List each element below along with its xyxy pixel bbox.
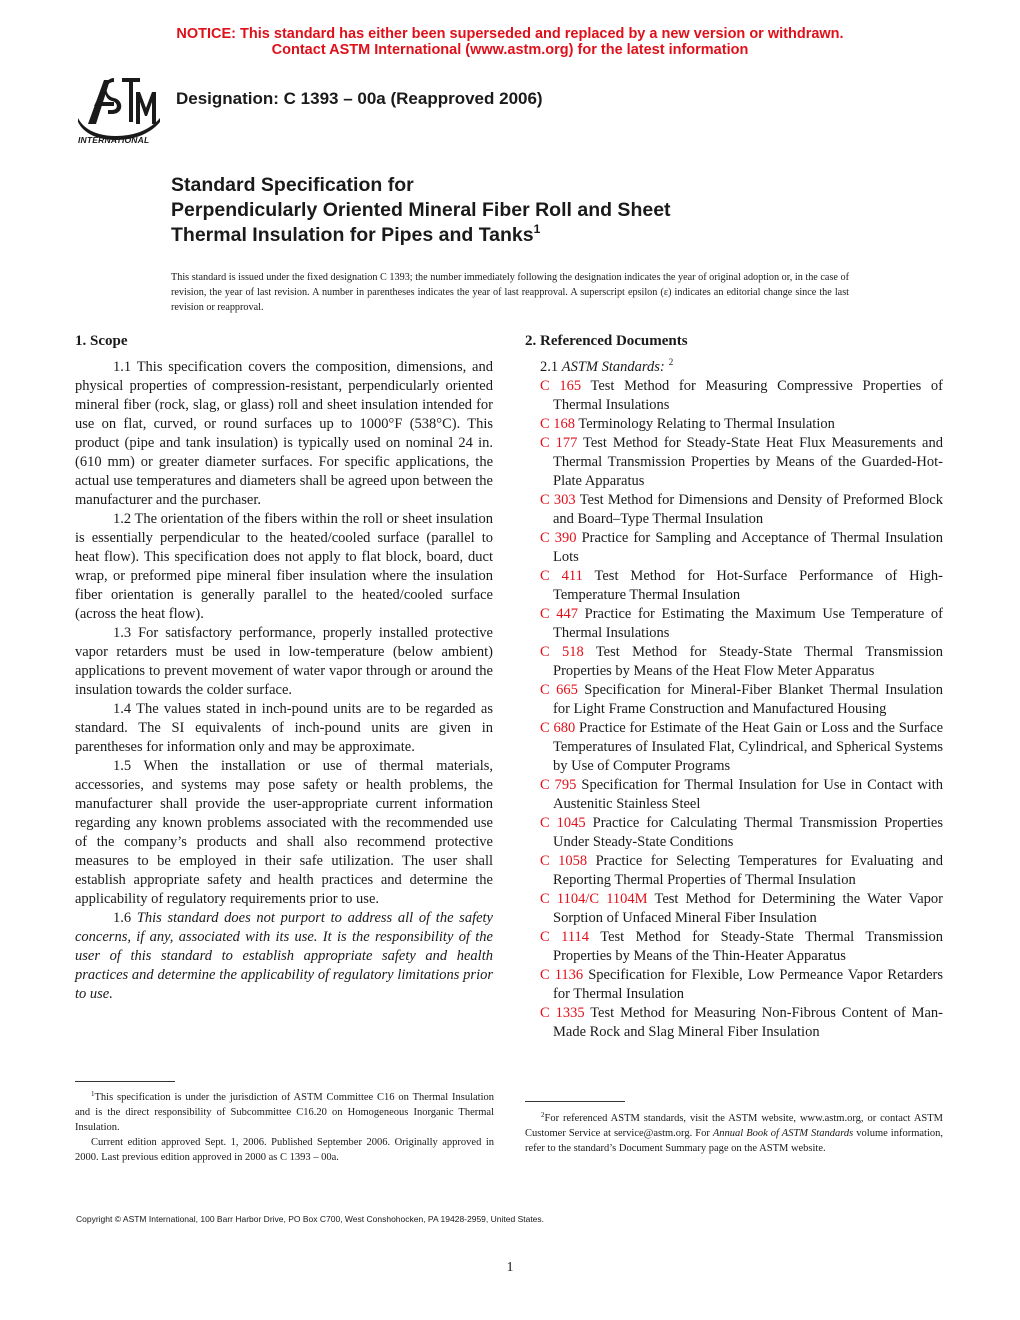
reference-code-link[interactable]: C 411 [540, 568, 583, 584]
reference-title: Test Method for Steady-State Thermal Transmission Properties by Means of the Thin-Heater Apparatus [553, 929, 943, 964]
title-line-1: Standard Specification for [171, 174, 414, 196]
reference-title: Specification for Mineral-Fiber Blanket Thermal Insulation for Light Frame Construction and Manufactured Housing [553, 682, 943, 717]
reference-title: Practice for Estimating the Maximum Use Temperature of Thermal Insulations [553, 606, 943, 641]
reference-title: Test Method for Dimensions and Density of Preformed Block and Board–Type Thermal Insulation [553, 492, 943, 527]
reference-code-link[interactable]: C 1136 [540, 967, 584, 983]
reference-title: Test Method for Steady-State Thermal Transmission Properties by Means of the Heat Flow Meter Apparatus [553, 644, 943, 679]
reference-code-link[interactable]: C 1114 [540, 929, 590, 945]
reference-item [540, 814, 943, 852]
reference-code-link[interactable]: C 795 [540, 777, 577, 793]
reference-title: Practice for Selecting Temperatures for Evaluating and Reporting Thermal Properties of Thermal Insulation [553, 853, 944, 888]
reference-code-link[interactable]: C 447 [540, 606, 579, 622]
scope-paragraph: 1.2 The orientation of the fibers within the roll or sheet insulation is essentially perpendicular to the heated/cooled surface (parallel to heat flow). This specification does not apply to flat block, board, duct wrap, or preformed pipe mineral fiber insulation where the insulation fiber orientation is generally parallel to the heated/cooled surface (across the heat flow). [75, 511, 493, 622]
footnote-1-mark: 1 [91, 1090, 95, 1098]
document-title [171, 173, 891, 248]
logo-international-text: INTERNATIONAL [78, 135, 150, 145]
reference-code-link[interactable]: C 1104/C 1104M [540, 891, 648, 907]
reference-item [540, 719, 943, 776]
reference-item [540, 776, 943, 814]
reference-title: Test Method for Measuring Compressive Properties of Thermal Insulations [553, 378, 944, 413]
reference-code-link[interactable]: C 390 [540, 530, 577, 546]
footnote-2-mark: 2 [541, 1111, 545, 1119]
title-footnote-mark: 1 [533, 222, 541, 236]
astm-standards-label [540, 358, 943, 377]
scope-paragraph: 1.5 When the installation or use of thermal materials, accessories, and systems may pose safety or health problems, the manufacturer shall provide the user-appropriate current information regarding any known problems associated with the recommended use of the company’s products and shall also recommend protective measures to be employed in their safe utilization. The user shall establish appropriate safety and health practices and determine the applicability of regulatory requirements prior to use. [75, 758, 493, 907]
reference-item [540, 434, 943, 491]
reference-title: Test Method for Determining the Water Vapor Sorption of Unfaced Mineral Fiber Insulation [553, 891, 943, 926]
sub-label: ASTM Standards: [561, 359, 665, 375]
designation: Designation: C 1393 – 00a (Reapproved 2006) [176, 89, 543, 108]
reference-code-link[interactable]: C 518 [540, 644, 584, 660]
reference-code-link[interactable]: C 680 [540, 720, 576, 736]
reference-title: Test Method for Steady-State Heat Flux Measurements and Thermal Transmission Properties by Means of the Guarded-Hot-Plate Apparatus [553, 435, 943, 489]
reference-title: Specification for Thermal Insulation for Use in Contact with Austenitic Stainless Steel [553, 777, 944, 812]
footnote-2-paragraph [525, 1111, 943, 1156]
issuance-note: This standard is issued under the fixed designation C 1393; the number immediately following the designation indicates the year of original adoption or, in the case of revision, the year of last revision. A number in parentheses indicates the year of last reapproval. A superscript epsilon (ε) indicates an editorial change since the last revision or reapproval. [171, 272, 849, 313]
safety-number: 1.6 [113, 910, 137, 926]
reference-code-link[interactable]: C 168 [540, 416, 576, 432]
reference-title: Practice for Estimate of the Heat Gain or Loss and the Surface Temperatures of Insulated Flat, Cylindrical, and Spherical Systems by Use of Computer Programs [553, 720, 943, 774]
reference-item [540, 1004, 943, 1042]
notice-line-2: Contact ASTM International (www.astm.org) for the latest information [271, 42, 749, 58]
reference-title: Specification for Flexible, Low Permeance Vapor Retarders for Thermal Insulation [553, 967, 943, 1002]
reference-title: Test Method for Hot-Surface Performance of High-Temperature Thermal Insulation [553, 568, 944, 603]
footnote-2-text-a: For referenced ASTM standards, visit the ASTM website, www.astm.org, or contact ASTM Customer Service at service@astm.org. For [525, 1113, 943, 1139]
footnote-1-edition: Current edition approved Sept. 1, 2006. Published September 2006. Originally approved in 2000. Last previous edition approved in 2000 as C 1393 – 00a. [75, 1137, 494, 1163]
footnote-2 [525, 1111, 943, 1156]
reference-code-link[interactable]: C 177 [540, 435, 578, 451]
reference-code-link[interactable]: C 303 [540, 492, 576, 508]
scope-paragraph-safety [75, 909, 493, 1004]
reference-code-link[interactable]: C 165 [540, 378, 582, 394]
reference-title: Test Method for Measuring Non-Fibrous Content of Man-Made Rock and Slag Mineral Fiber Insulation [553, 1005, 944, 1040]
copyright-line: Copyright © ASTM International, 100 Barr Harbor Drive, PO Box C700, West Conshohocken, PA 19428-2959, United States. [76, 1214, 545, 1224]
reference-item [540, 491, 943, 529]
reference-code-link[interactable]: C 665 [540, 682, 578, 698]
title-line-3-text: Thermal Insulation for Pipes and Tanks [171, 224, 534, 246]
reference-item [540, 605, 943, 643]
reference-item [540, 567, 943, 605]
reference-item [540, 643, 943, 681]
reference-code-link[interactable]: C 1058 [540, 853, 588, 869]
reference-item [540, 681, 943, 719]
scope-section [75, 332, 493, 1004]
reference-code-link[interactable]: C 1045 [540, 815, 586, 831]
reference-item [540, 415, 943, 434]
reference-item [540, 966, 943, 1004]
footnote-1 [75, 1090, 494, 1165]
reference-item [540, 529, 943, 567]
scope-paragraph: 1.3 For satisfactory performance, properly installed protective vapor retarders must be used in low-temperature (below ambient) applications to prevent movement of water vapor through or around the insulation towards the colder surface. [75, 625, 493, 698]
footnote-2-italic: Annual Book of ASTM Standards [712, 1128, 854, 1139]
footnote-divider-left [75, 1081, 175, 1082]
scope-paragraph: 1.4 The values stated in inch-pound units are to be regarded as standard. The SI equivalents of inch-pound units are given in parentheses for information only and may be approximate. [75, 701, 493, 755]
scope-heading: 1. Scope [75, 333, 128, 349]
footnote-divider-right [525, 1101, 625, 1102]
sub-footnote-mark: 2 [668, 357, 674, 367]
title-line-3 [171, 223, 891, 248]
sub-number: 2.1 [540, 359, 562, 375]
reference-code-link[interactable]: C 1335 [540, 1005, 585, 1021]
page-number: 1 [506, 1260, 514, 1275]
footnote-2-text-b: volume information, refer to the standard’s Document Summary page on the ASTM website. [525, 1128, 943, 1154]
reference-item [540, 890, 943, 928]
safety-statement: This standard does not purport to address all of the safety concerns, if any, associated with its use. It is the responsibility of the user of this standard to establish appropriate safety and health practices and determine the applicability of regulatory limitations prior to use. [75, 910, 493, 1002]
reference-item [540, 928, 943, 966]
reference-list [525, 377, 943, 1042]
reference-item [540, 852, 943, 890]
reference-title: Terminology Relating to Thermal Insulation [575, 416, 835, 432]
reference-item [540, 377, 943, 415]
scope-paragraph: 1.1 This specification covers the composition, dimensions, and physical properties of compression-resistant, perpendicularly oriented mineral fiber (rock, slag, or glass) roll and sheet insulation intended for use on flat, curved, or round surfaces up to 1000°F (538°C). This product (pipe and tank insulation) is typically used on nominal 24 in. (610 mm) or greater diameter surfaces. For specific applications, the actual use temperatures and diameters shall be agreed upon between the manufacturer and the purchaser. [75, 359, 493, 508]
referenced-documents-section [525, 332, 943, 1042]
title-line-2: Perpendicularly Oriented Mineral Fiber Roll and Sheet [171, 199, 671, 221]
footnote-1-paragraph [75, 1090, 494, 1135]
footnote-1-text: This specification is under the jurisdiction of ASTM Committee C16 on Thermal Insulation and is the direct responsibility of Subcommittee C16.20 on Homogeneous Inorganic Thermal Insulation. [75, 1092, 494, 1133]
astm-logo [74, 72, 164, 150]
reference-title: Practice for Sampling and Acceptance of Thermal Insulation Lots [553, 530, 943, 565]
reference-title: Practice for Calculating Thermal Transmission Properties Under Steady-State Conditions [553, 815, 944, 850]
notice-line-1: NOTICE: This standard has either been superseded and replaced by a new version or withdrawn. [176, 26, 844, 42]
references-heading: 2. Referenced Documents [525, 333, 688, 349]
